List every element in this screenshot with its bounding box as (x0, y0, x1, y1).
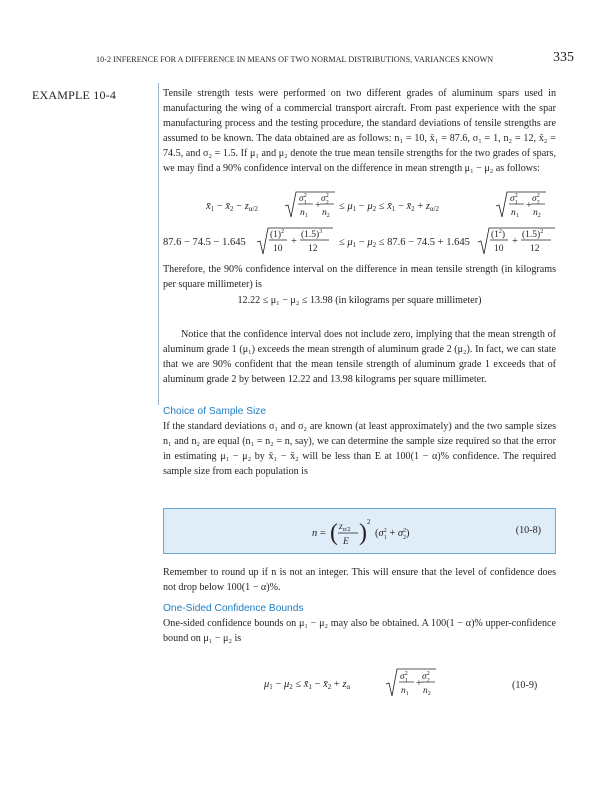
therefore-paragraph: Therefore, the 90% confidence interval on the difference in mean tensile strength (in kilograms per square millimeter) is (163, 264, 556, 290)
svg-text:x̄1 − x̄2 − zα/2: x̄1 − x̄2 − zα/2 (206, 201, 258, 213)
formula-sample-size (164, 509, 555, 553)
running-head-title: 10-2 INFERENCE FOR A DIFFERENCE IN MEANS OF TWO NORMAL DISTRIBUTIONS, VARIANCES KNOWN (96, 55, 494, 64)
formula-general (163, 188, 556, 224)
svg-text:n2: $n_2$ (423, 686, 431, 697)
example-paragraph: Tensile strength tests were performed on two different grades of aluminum spars used in manufacturing the wing of a commercial transport aircraft. From past experience with the spar manufacturing process and the testing procedure, the standard deviations of tensile strengths are assumed to be known. The data obtained are as follows: n₁ = 10, x̄₁ = 87.6, σ₁ = 1, n₂ = 12, x̄₂ = 74.5, and σ₂ = 1.5. If μ₁ and μ₂ denote the true mean tensile strengths for the two grades of spars, we may find a 90% confidence interval on the difference in mean strength μ₁ − μ₂ as follows: (163, 88, 556, 174)
round-up-note: Remember to round up if n is not an integer. This will ensure that the level of confidence does not drop below 100(1 − α)%. (163, 567, 556, 593)
svg-text:n1: $n_1$ (300, 208, 308, 219)
equation-number-10-8: (10-8) (515, 525, 541, 536)
svg-text:+: + (315, 200, 321, 211)
svg-text:σ21: $\sigma^2$ 1 (400, 671, 408, 684)
svg-text:n1: $n_1$ (401, 686, 409, 697)
example-margin-rule (158, 83, 159, 405)
svg-text:σ21: $\sigma^2$ 1 (510, 193, 518, 206)
svg-text:+: + (526, 200, 532, 211)
svg-text:n1: $n_1$ (511, 208, 519, 219)
svg-text:(1)2: $(1)^2$ (270, 229, 285, 240)
svg-text:(1.5)3: $(1.5)^3$ (301, 229, 323, 240)
svg-text:+: + (291, 236, 297, 247)
svg-text:n =: n = (312, 528, 326, 539)
svg-text:σ21: $\sigma^2$ 1 (299, 193, 307, 206)
svg-text:87.6 − 74.5 − 1.645: 87.6 − 74.5 − 1.645 (163, 237, 246, 248)
svg-text:≤ μ1 − μ2 ≤ 87.6 − 74.5 + 1.64: ≤ μ1 − μ2 ≤ 87.6 − 74.5 + 1.645 (339, 237, 470, 249)
svg-text:(12): $(1^2)$ (491, 229, 506, 240)
page-number: 335 (553, 50, 574, 65)
svg-text:(σ21 + σ22): ($\sigma^2$ $1 + \sigma^2$ 2) (375, 528, 410, 541)
svg-text:n2: $n_2$ (322, 208, 330, 219)
svg-text:+: + (512, 236, 518, 247)
example-label: EXAMPLE 10-4 (32, 88, 117, 102)
svg-text:σ22: $\sigma^2$ 2 (321, 193, 329, 206)
svg-text:(: ( (330, 520, 338, 546)
confidence-interval-result: 12.22 ≤ μ₁ − μ₂ ≤ 13.98 (in kilograms per square millimeter) (237, 295, 482, 306)
one-sided-paragraph: One-sided confidence bounds on μ₁ − μ₂ may also be obtained. A 100(1 − α)% upper-confidence bound on μ₁ − μ₂ is (163, 618, 556, 644)
formula-one-sided (163, 664, 556, 704)
svg-text:n2: $n_2$ (533, 208, 541, 219)
equation-number-10-9: (10-9) (512, 680, 538, 691)
sample-size-paragraph: If the standard deviations σ₁ and σ₂ are known (at least approximately) and the two sample sizes n₁ and n₂ are equal (n₁ = n₂ = n, say), we can determine the sample size required so that the error in estimating μ₁ − μ₂ by x̄₁ − x̄₂ will be less than E at 100(1 − α)% confidence. The required sample size from each population is (163, 421, 556, 477)
svg-text:≤ μ1 − μ2 ≤ x̄1 − x̄2 + zα/2: ≤ μ1 − μ2 ≤ x̄1 − x̄2 + zα/2 (339, 201, 440, 213)
svg-text:σ22: $\sigma^2$ 2 (422, 671, 430, 684)
svg-text:10: 10 (273, 244, 283, 254)
svg-text:12: 12 (308, 244, 318, 254)
svg-text:E: E (343, 537, 349, 547)
svg-text:(1.5)2: $(1.5)^2$ (522, 229, 544, 240)
svg-text:2: 2 (367, 518, 371, 526)
equation-box-10-8 (163, 508, 556, 554)
svg-text:μ1 − μ2 ≤ x̄1 − x̄2 + zα: μ1 − μ2 ≤ x̄1 − x̄2 + zα (264, 679, 351, 691)
svg-text:σ22: $\sigma^2$ 2 (532, 193, 540, 206)
notice-paragraph: Notice that the confidence interval does not include zero, implying that the mean strength of aluminum grade 1 (μ₁) exceeds the mean strength of aluminum grade 2 (μ₂). In fact, we can state that we are 90% confident that the mean tensile strength of aluminum grade 1 exceeds that of aluminum grade 2 by between 12.22 and 13.98 kilograms per square millimeter. (163, 329, 556, 385)
running-head (96, 50, 586, 70)
heading-choice-of-sample-size: Choice of Sample Size (163, 406, 267, 417)
heading-one-sided-bounds: One-Sided Confidence Bounds (163, 603, 304, 614)
svg-text:+: + (416, 678, 422, 689)
svg-text:10: 10 (494, 244, 504, 254)
svg-text:): ) (359, 520, 367, 546)
svg-text:zα/2: $z_{\alpha/2}$ (339, 522, 351, 533)
formula-numeric (163, 224, 556, 260)
svg-text:12: 12 (530, 244, 540, 254)
